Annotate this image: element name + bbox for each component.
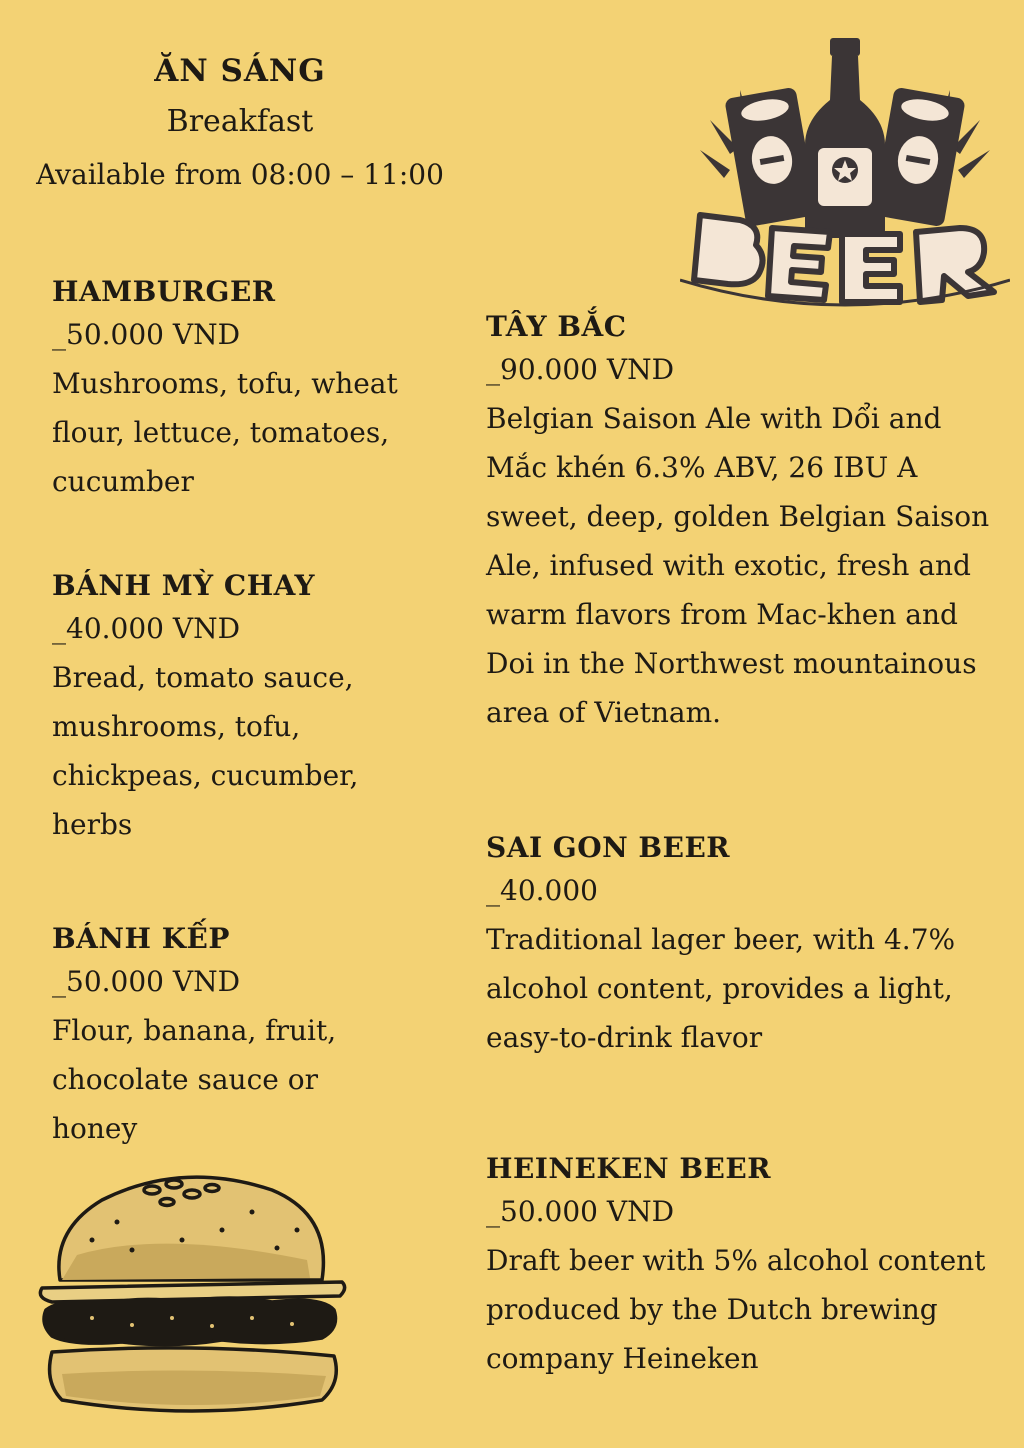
item-name: BÁNH MỲ CHAY	[52, 569, 315, 602]
item-description: Bread, tomato sauce, mushrooms, tofu, chickpeas, cucumber, herbs	[52, 661, 359, 841]
item-price: _50.000 VND	[52, 965, 241, 998]
item-price: _40.000 VND	[52, 612, 241, 645]
item-description: Mushrooms, tofu, wheat flour, lettuce, tomatoes, cucumber	[52, 367, 398, 498]
item-description: Flour, banana, fruit, chocolate sauce or honey	[52, 1014, 337, 1145]
item-name: HEINEKEN BEER	[486, 1152, 771, 1185]
item-name: TÂY BẮC	[486, 310, 627, 343]
item-name: BÁNH KẾP	[52, 922, 230, 955]
item-description: Traditional lager beer, with 4.7% alcohol content, provides a light, easy-to-drink flavor	[486, 923, 956, 1054]
beer-bottle-cans-icon	[680, 30, 1010, 315]
item-price: _50.000 VND	[52, 318, 241, 351]
menu-item-tay-bac	[486, 309, 1011, 737]
item-description: Draft beer with 5% alcohol content produced by the Dutch brewing company Heineken	[486, 1244, 986, 1375]
item-price: _50.000 VND	[486, 1195, 675, 1228]
item-price: _90.000 VND	[486, 353, 675, 386]
menu-item-banh-kep	[52, 921, 392, 1153]
item-description: Belgian Saison Ale with Dổi and Mắc khén 6.3% ABV, 26 IBU A sweet, deep, golden Belgian Saison Ale, infused with exotic, fresh and warm flavors from Mac-khen and Doi in the Northwest mountainous area of Vietnam.	[486, 402, 990, 729]
menu-subtitle: Breakfast	[166, 104, 314, 139]
burger-icon	[22, 1160, 362, 1435]
menu-item-sai-gon-beer	[486, 830, 1011, 1062]
menu-item-hamburger	[52, 274, 442, 506]
item-name: SAI GON BEER	[486, 831, 731, 864]
item-name: HAMBURGER	[52, 275, 276, 308]
item-price: _40.000	[486, 874, 598, 907]
menu-title: ĂN SÁNG	[154, 53, 326, 89]
menu-header	[0, 48, 480, 200]
menu-hours: Available from 08:00 – 11:00	[36, 158, 444, 191]
menu-item-heineken-beer	[486, 1151, 1011, 1383]
menu-item-banh-my-chay	[52, 568, 422, 849]
